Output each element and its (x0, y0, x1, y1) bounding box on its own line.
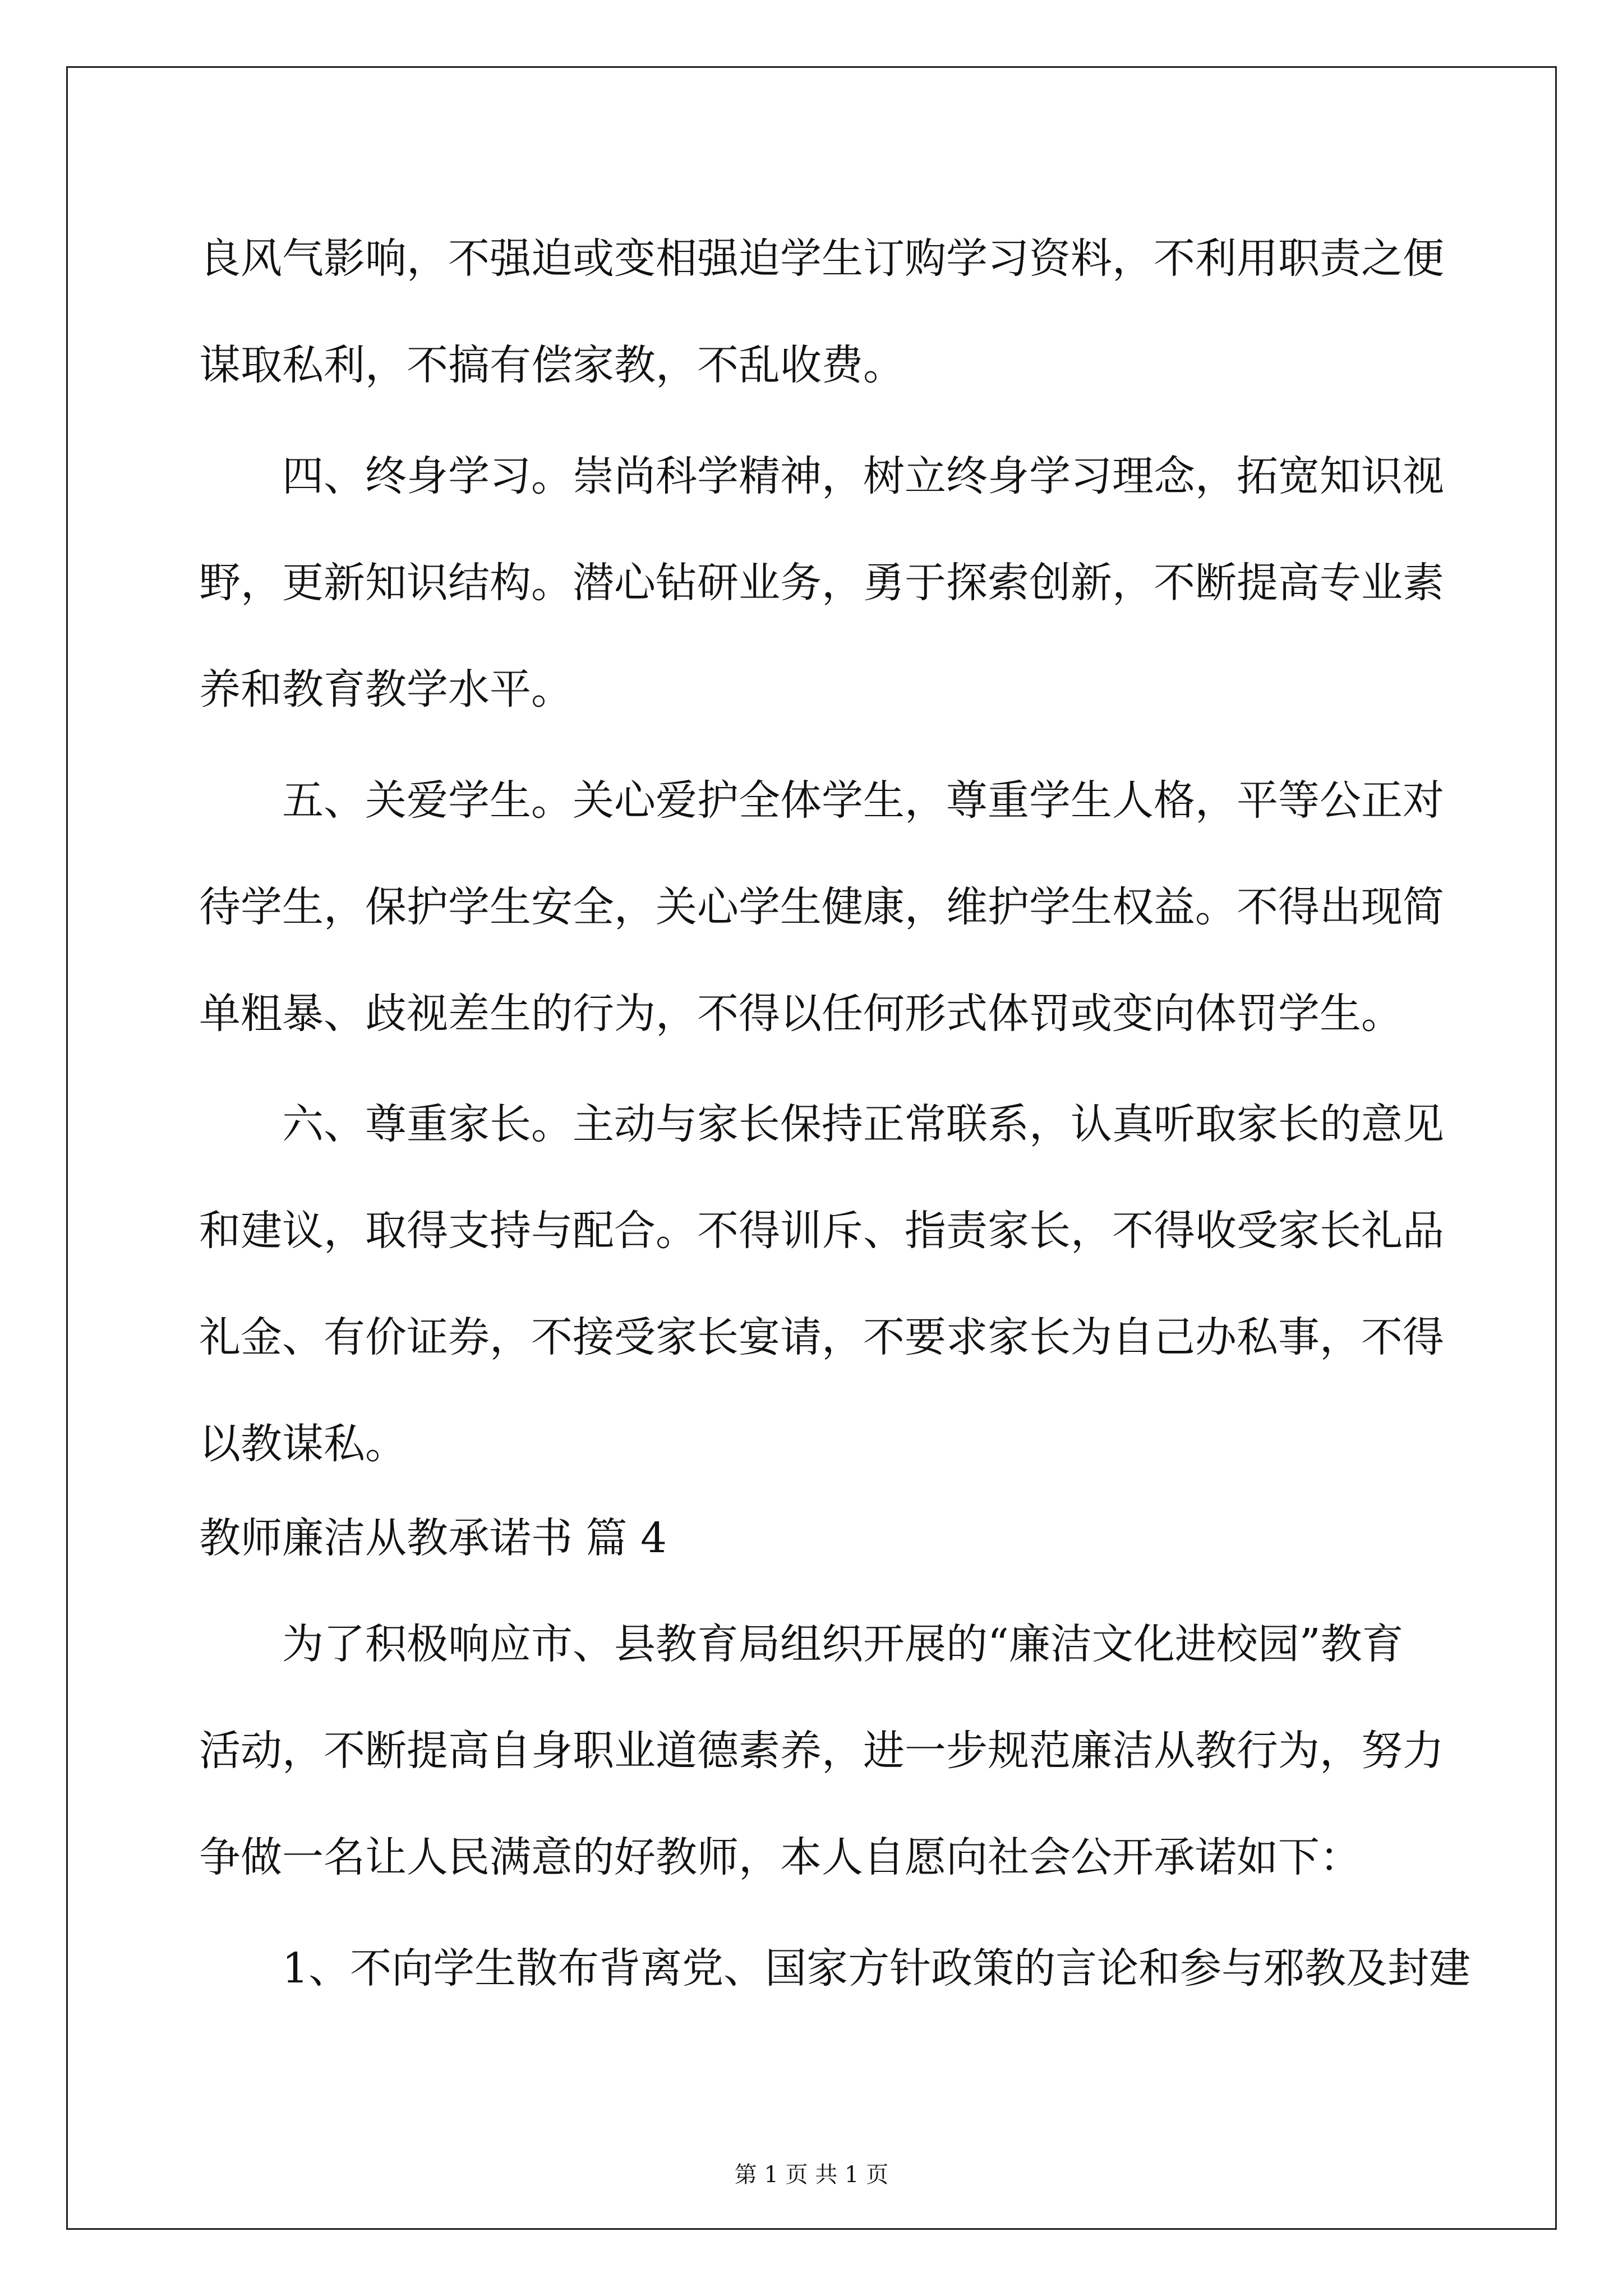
text-line: 礼金、有价证券，不接受家长宴请，不要求家长为自己办私事，不得 (199, 1313, 1444, 1361)
paragraph-start: 五、关爱学生。关心爱护全体学生，尊重学生人格，平等公正对 (282, 776, 1444, 825)
section-heading: 教师廉洁从教承诺书 篇 4 (199, 1514, 667, 1562)
text-line: 单粗暴、歧视差生的行为，不得以任何形式体罚或变向体罚学生。 (199, 990, 1403, 1038)
text-line: 和建议，取得支持与配合。不得训斥、指责家长，不得收受家长礼品 (199, 1207, 1444, 1255)
text-line: 野，更新知识结构。潜心钻研业务，勇于探索创新，不断提高专业素 (199, 559, 1444, 607)
text-line: 谋取私利，不搞有偿家教，不乱收费。 (199, 341, 905, 389)
text-line: 养和教育教学水平。 (199, 665, 573, 714)
paragraph-start: 四、终身学习。崇尚科学精神，树立终身学习理念，拓宽知识视 (282, 452, 1444, 500)
text-line: 争做一名让人民满意的好教师，本人自愿向社会公开承诺如下： (199, 1833, 1361, 1881)
page-footer: 第 1 页 共 1 页 (734, 2162, 889, 2188)
paragraph-start: 为了积极响应市、县教育局组织开展的“廉洁文化进校园”教育 (282, 1620, 1404, 1668)
text-line: 以教谋私。 (199, 1420, 407, 1468)
text-line: 活动，不断提高自身职业道德素养，进一步规范廉洁从教行为，努力 (199, 1727, 1444, 1775)
paragraph-start: 1、不向学生散布背离党、国家方针政策的言论和参与邪教及封建 (282, 1944, 1471, 1993)
paragraph-start: 六、尊重家长。主动与家长保持正常联系，认真听取家长的意见 (282, 1100, 1444, 1148)
text-line: 待学生，保护学生安全，关心学生健康，维护学生权益。不得出现简 (199, 883, 1444, 931)
text-line: 良风气影响，不强迫或变相强迫学生订购学习资料，不利用职责之便 (199, 234, 1444, 283)
